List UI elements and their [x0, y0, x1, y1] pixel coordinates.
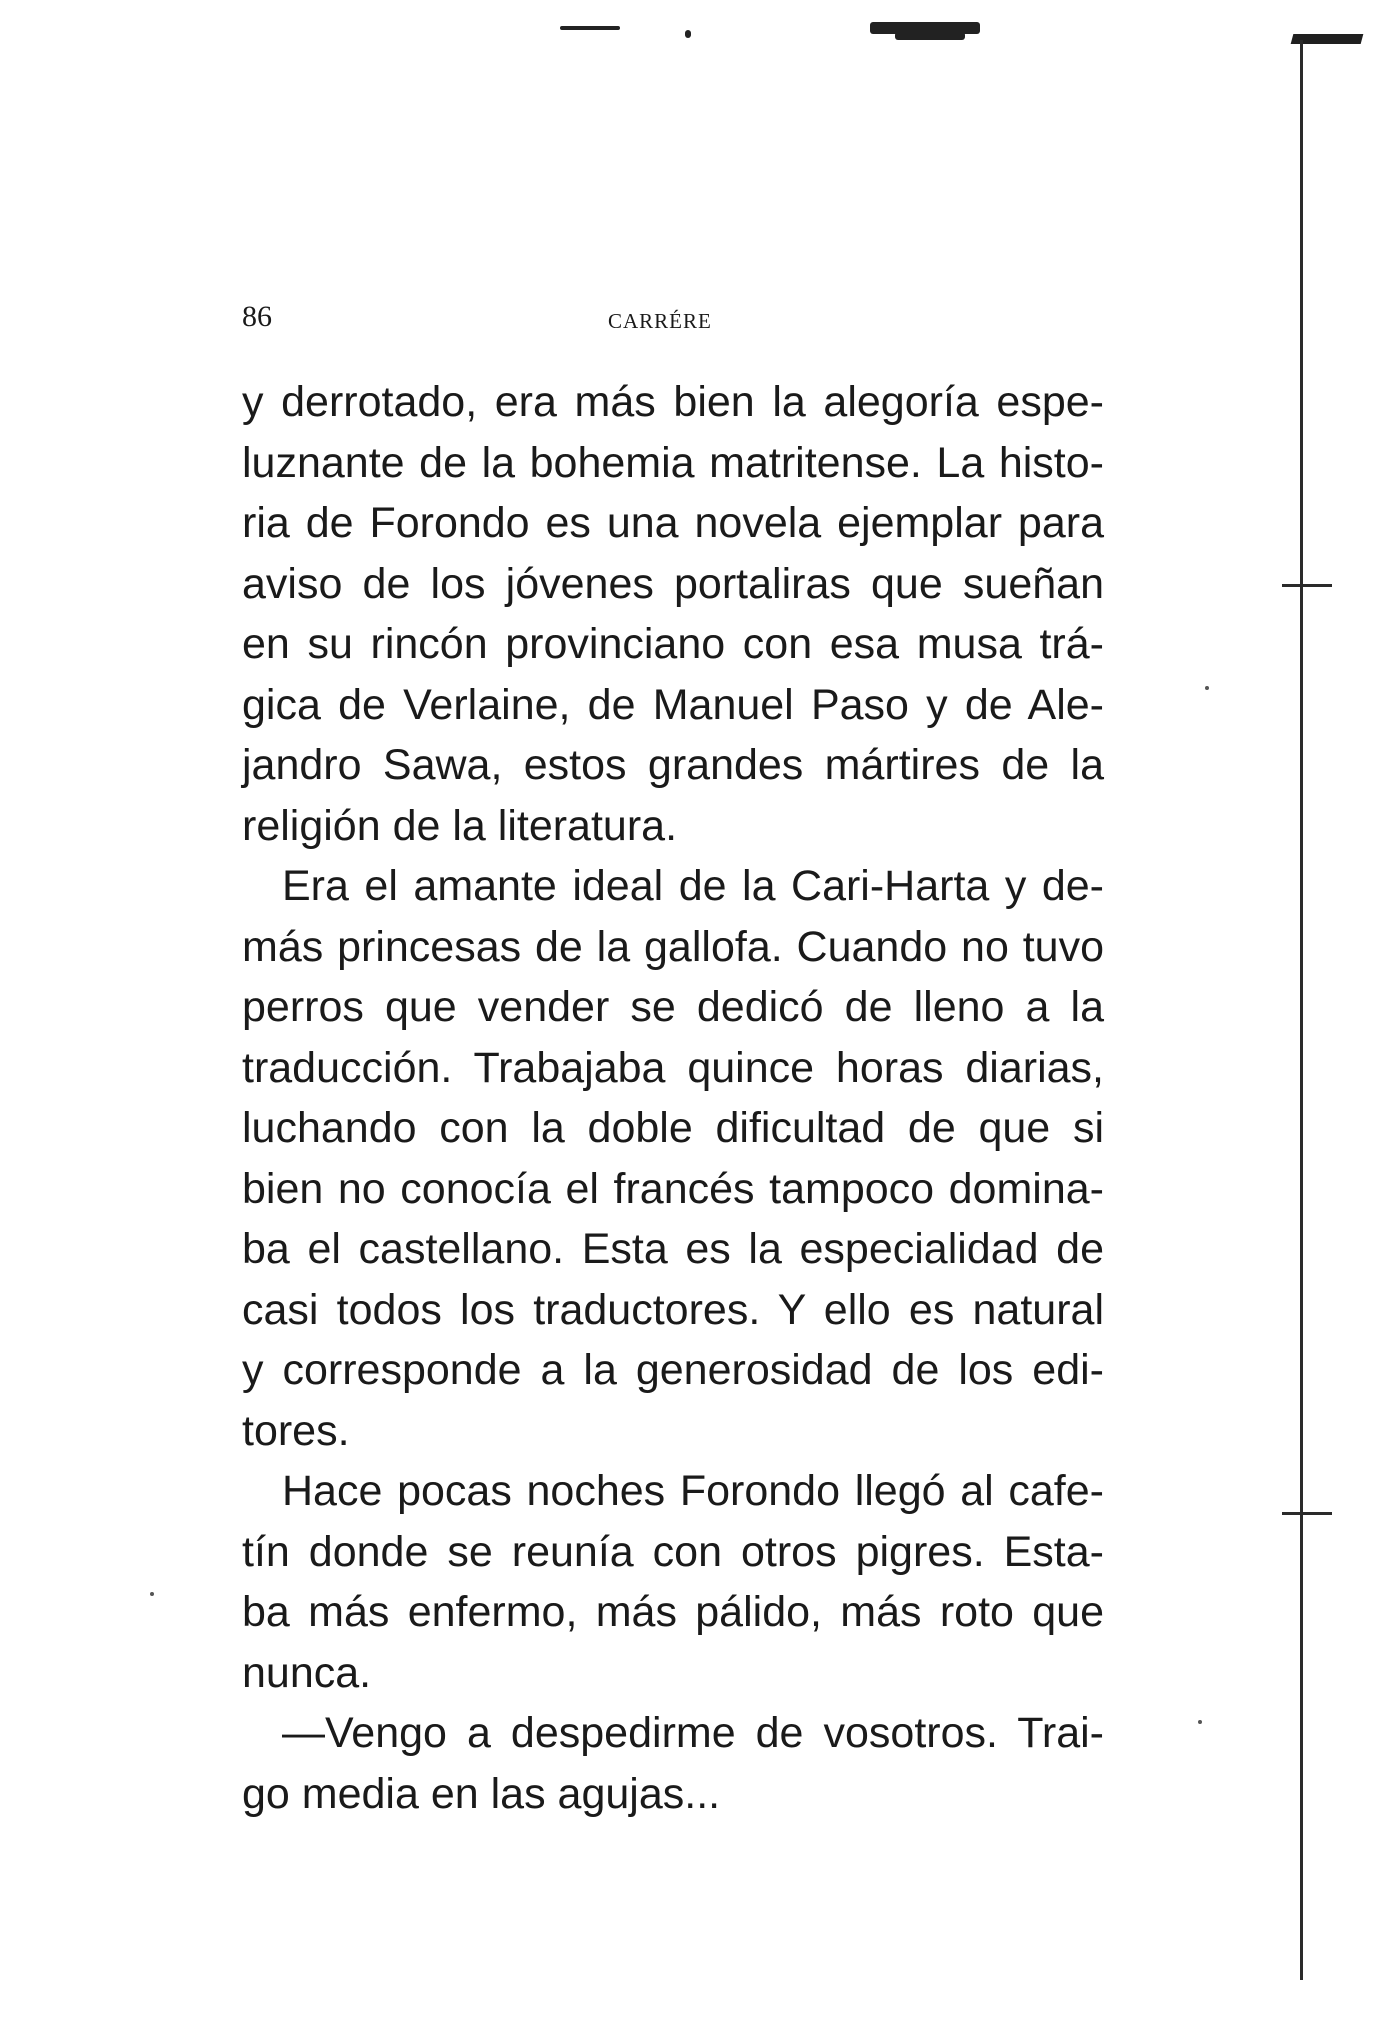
text-line: más princesas de la gallofa. Cuando no tuvo [242, 922, 1104, 971]
page-number: 86 [242, 300, 272, 333]
running-title: CARRÉRE [608, 309, 712, 333]
text-line: Era el amante ideal de la Cari-Harta y de- [282, 862, 1104, 910]
text-line: jandro Sawa, estos grandes mártires de la [242, 741, 1104, 789]
text-line: tores. [242, 1406, 350, 1455]
paragraph [242, 1461, 1104, 1703]
text-line: en su rincón provinciano con esa musa trá- [242, 620, 1104, 668]
text-line: ria de Forondo es una novela ejemplar para [242, 499, 1104, 547]
text-line: ba el castellano. Esta es la especialidad de [242, 1225, 1104, 1273]
body-text [242, 372, 1104, 1824]
page-edge-rule [1300, 40, 1303, 1980]
text-line: religión de la literatura. [242, 801, 678, 850]
text-line: y derrotado, era más bien la alegoría espe- [242, 378, 1104, 426]
text-line: nunca. [242, 1648, 372, 1697]
text-line: luchando con la doble dificultad de que si [242, 1104, 1104, 1152]
scan-artifact-marks [560, 22, 1040, 62]
text-line: gica de Verlaine, de Manuel Paso y de Ale- [242, 680, 1104, 729]
text-line: tín donde se reunía con otros pigres. Esta- [242, 1527, 1104, 1576]
paragraph [242, 856, 1104, 1461]
text-line: —Vengo a despedirme de vosotros. Trai- [282, 1709, 1104, 1757]
scan-speck [1205, 686, 1209, 690]
text-line: Hace pocas noches Forondo llegó al cafe- [282, 1467, 1104, 1515]
paragraph [242, 1703, 1104, 1824]
text-line: go media en las agujas... [242, 1769, 721, 1818]
text-line: ba más enfermo, más pálido, más roto que [242, 1588, 1104, 1636]
text-line: traducción. Trabajaba quince horas diarias, [242, 1043, 1104, 1092]
scan-speck [150, 1592, 154, 1596]
paragraph [242, 372, 1104, 856]
scan-speck [1198, 1720, 1202, 1724]
text-line: bien no conocía el francés tampoco domina- [242, 1164, 1104, 1213]
text-line: y corresponde a la generosidad de los edi- [242, 1346, 1104, 1394]
text-line: perros que vender se dedicó de lleno a la [242, 983, 1104, 1031]
text-line: casi todos los traductores. Y ello es natural [242, 1285, 1104, 1334]
text-line: aviso de los jóvenes portaliras que sueñan [242, 559, 1104, 608]
page-edge-tick [1282, 1512, 1332, 1515]
page-edge-tick [1282, 584, 1332, 587]
text-line: luznante de la bohemia matritense. La histo- [242, 438, 1104, 487]
